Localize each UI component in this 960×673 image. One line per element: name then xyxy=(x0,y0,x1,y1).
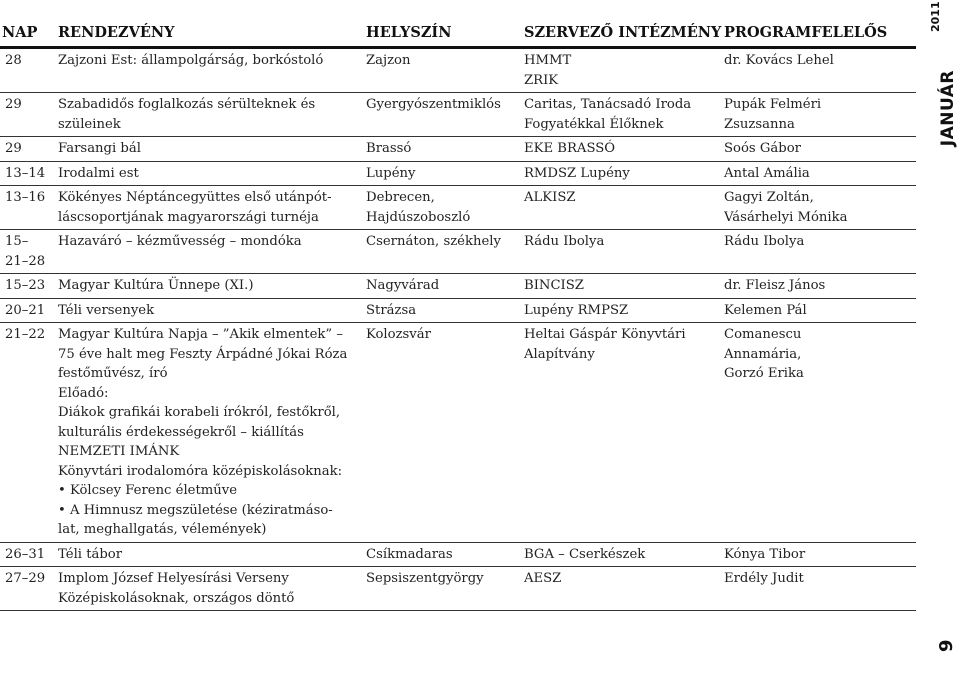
cell-location xyxy=(366,230,524,274)
cell-organizer-line: BINCISZ xyxy=(524,278,584,293)
cell-responsible-line: dr. Kovács Lehel xyxy=(724,53,834,68)
cell-nap xyxy=(0,230,58,274)
cell-responsible-line: Comanescu xyxy=(724,327,802,342)
cell-event-line: Diákok grafikái korabeli írókról, festőkről, xyxy=(58,405,341,420)
table-row xyxy=(0,274,916,299)
cell-event xyxy=(58,186,366,230)
cell-location-line: Csernáton, székhely xyxy=(366,234,501,249)
cell-organizer-line: Alapítvány xyxy=(524,346,595,362)
cell-nap-line: 21–28 xyxy=(5,253,46,269)
cell-location xyxy=(366,161,524,186)
table-row xyxy=(0,137,916,162)
cell-location xyxy=(366,298,524,323)
cell-event-line: Kökényes Néptáncegyüttes első utánpót- xyxy=(58,190,332,205)
page-number: 9 xyxy=(936,639,957,652)
cell-nap-line: 15– xyxy=(5,234,29,249)
cell-organizer xyxy=(524,161,724,186)
cell-location-line: Lupény xyxy=(366,165,416,181)
cell-responsible xyxy=(724,161,916,186)
cell-event-line: Középiskolásoknak, országos döntő xyxy=(58,590,295,606)
cell-nap-line: 20–21 xyxy=(5,302,46,318)
cell-event-line: Szabadidős foglalkozás sérülteknek és xyxy=(58,97,316,112)
cell-location-line: Hajdúszoboszló xyxy=(366,209,471,225)
cell-event-line: Magyar Kultúra Napja – ”Akik elmentek” – xyxy=(58,327,343,342)
table-row xyxy=(0,186,916,230)
cell-event-line: szüleinek xyxy=(58,116,121,132)
cell-responsible xyxy=(724,230,916,274)
cell-responsible-line: Kelemen Pál xyxy=(724,302,807,318)
cell-location xyxy=(366,323,524,543)
cell-responsible-line: Soós Gábor xyxy=(724,141,801,156)
cell-responsible-line: Erdély Judit xyxy=(724,571,804,586)
cell-responsible-line: Kónya Tibor xyxy=(724,546,806,562)
cell-responsible-line: Antal Amália xyxy=(724,165,810,181)
year-label: 2011 xyxy=(929,1,942,32)
cell-responsible xyxy=(724,274,916,299)
cell-event-line: • A Himnusz megszületése (kéziratmáso- xyxy=(58,502,333,518)
cell-location-line: Csíkmadaras xyxy=(366,546,453,562)
cell-responsible-line: Pupák Felméri xyxy=(724,97,822,112)
table-row xyxy=(0,230,916,274)
cell-event-line: Könyvtári irodalomóra középiskolásoknak: xyxy=(58,463,343,479)
cell-organizer xyxy=(524,274,724,299)
cell-nap-line: 21–22 xyxy=(5,327,46,342)
cell-responsible xyxy=(724,567,916,611)
cell-responsible-line: Vásárhelyi Mónika xyxy=(724,209,848,225)
cell-responsible-line: Gorzó Erika xyxy=(724,366,804,381)
table-row xyxy=(0,93,916,137)
cell-location-line: Kolozsvár xyxy=(366,327,431,342)
cell-event xyxy=(58,298,366,323)
cell-responsible xyxy=(724,186,916,230)
cell-nap xyxy=(0,542,58,567)
cell-responsible-line: Zsuzsanna xyxy=(724,116,795,132)
page-sidebar xyxy=(916,0,960,673)
cell-event-line: Téli tábor xyxy=(58,546,123,562)
cell-location-line: Nagyvárad xyxy=(366,278,440,293)
cell-nap xyxy=(0,48,58,93)
cell-nap-line: 26–31 xyxy=(5,546,46,562)
cell-organizer xyxy=(524,230,724,274)
cell-location xyxy=(366,567,524,611)
cell-organizer-line: Fogyatékkal Élőknek xyxy=(524,116,664,132)
cell-location-line: Zajzon xyxy=(366,53,411,68)
cell-event-line: Farsangi bál xyxy=(58,141,141,156)
cell-organizer-line: BGA – Cserkészek xyxy=(524,546,646,562)
cell-location xyxy=(366,186,524,230)
cell-event-line: Hazaváró – kézművesség – mondóka xyxy=(58,234,302,249)
cell-event-line: Implom József Helyesírási Verseny xyxy=(58,571,289,586)
cell-organizer-line: RMDSZ Lupény xyxy=(524,165,630,181)
cell-event-line: Téli versenyek xyxy=(58,302,155,318)
cell-event xyxy=(58,230,366,274)
table-row xyxy=(0,161,916,186)
col-header-felelos: PROGRAMFELELŐS xyxy=(724,0,916,48)
cell-location xyxy=(366,48,524,93)
cell-event-line: láscsoportjának magyarországi turnéja xyxy=(58,209,319,225)
table-row xyxy=(0,542,916,567)
cell-responsible xyxy=(724,93,916,137)
cell-organizer-line: Heltai Gáspár Könyvtári xyxy=(524,327,686,342)
cell-nap-line: 13–16 xyxy=(5,190,46,205)
cell-event-line: 75 éve halt meg Feszty Árpádné Jókai Róza xyxy=(58,346,348,362)
cell-organizer xyxy=(524,567,724,611)
table-header xyxy=(0,0,916,48)
cell-organizer xyxy=(524,323,724,543)
cell-location-line: Brassó xyxy=(366,141,412,156)
cell-nap xyxy=(0,567,58,611)
cell-organizer-line: HMMT xyxy=(524,53,572,68)
cell-event-line: kulturális érdekességekről – kiállítás xyxy=(58,424,304,440)
cell-organizer-line: AESZ xyxy=(524,571,562,586)
cell-organizer-line: EKE BRASSÓ xyxy=(524,141,616,156)
cell-event xyxy=(58,137,366,162)
cell-nap xyxy=(0,93,58,137)
cell-organizer xyxy=(524,48,724,93)
cell-responsible xyxy=(724,48,916,93)
cell-event-line: Irodalmi est xyxy=(58,165,139,181)
cell-nap-line: 27–29 xyxy=(5,571,46,586)
cell-responsible-line: Gagyi Zoltán, xyxy=(724,190,814,205)
cell-nap xyxy=(0,186,58,230)
cell-event-line: festőművész, író xyxy=(58,366,168,381)
col-header-rendezveny: RENDEZVÉNY xyxy=(58,0,366,48)
col-header-helyszin: HELYSZÍN xyxy=(366,0,524,48)
table-body xyxy=(0,48,916,611)
cell-organizer-line: Rádu Ibolya xyxy=(524,234,605,249)
cell-event-line: • Kölcsey Ferenc életműve xyxy=(58,483,238,498)
table-row xyxy=(0,323,916,543)
cell-nap-line: 29 xyxy=(5,97,22,112)
cell-nap-line: 13–14 xyxy=(5,165,46,181)
table-row xyxy=(0,567,916,611)
cell-event xyxy=(58,323,366,543)
cell-event xyxy=(58,161,366,186)
cell-nap-line: 15–23 xyxy=(5,278,46,293)
cell-responsible-line: dr. Fleisz János xyxy=(724,278,826,293)
cell-event-line: Előadó: xyxy=(58,385,109,401)
cell-location-line: Sepsiszentgyörgy xyxy=(366,571,484,586)
cell-organizer xyxy=(524,298,724,323)
cell-nap xyxy=(0,137,58,162)
cell-organizer xyxy=(524,137,724,162)
cell-location-line: Debrecen, xyxy=(366,190,435,205)
cell-responsible xyxy=(724,323,916,543)
cell-responsible xyxy=(724,137,916,162)
col-header-szervezo: SZERVEZŐ INTÉZMÉNY xyxy=(524,0,724,48)
cell-organizer-line: ZRIK xyxy=(524,72,559,88)
table-row xyxy=(0,48,916,93)
cell-organizer xyxy=(524,542,724,567)
table-row xyxy=(0,298,916,323)
cell-nap-line: 29 xyxy=(5,141,22,156)
cell-nap xyxy=(0,323,58,543)
cell-organizer xyxy=(524,186,724,230)
cell-event xyxy=(58,93,366,137)
cell-location-line: Strázsa xyxy=(366,302,417,318)
cell-location-line: Gyergyószentmiklós xyxy=(366,97,501,112)
month-label: JANUÁR xyxy=(938,70,958,147)
cell-event-line: Magyar Kultúra Ünnepe (XI.) xyxy=(58,278,254,293)
cell-responsible-line: Rádu Ibolya xyxy=(724,234,805,249)
cell-responsible-line: Annamária, xyxy=(724,346,802,362)
cell-event-line: lat, meghallgatás, vélemények) xyxy=(58,522,267,537)
cell-organizer-line: Caritas, Tanácsadó Iroda xyxy=(524,97,692,112)
col-header-nap: NAP xyxy=(0,0,58,48)
cell-location xyxy=(366,542,524,567)
cell-event-line: Zajzoni Est: állampolgárság, borkóstoló xyxy=(58,53,324,68)
cell-event xyxy=(58,274,366,299)
cell-event-line: NEMZETI IMÁNK xyxy=(58,444,180,459)
cell-nap xyxy=(0,274,58,299)
cell-event xyxy=(58,567,366,611)
cell-nap xyxy=(0,161,58,186)
cell-nap-line: 28 xyxy=(5,53,22,68)
cell-event xyxy=(58,48,366,93)
cell-organizer-line: Lupény RMPSZ xyxy=(524,302,629,318)
cell-event xyxy=(58,542,366,567)
cell-nap xyxy=(0,298,58,323)
cell-responsible xyxy=(724,298,916,323)
cell-responsible xyxy=(724,542,916,567)
cell-location xyxy=(366,274,524,299)
cell-location xyxy=(366,93,524,137)
cell-organizer-line: ALKISZ xyxy=(524,190,576,205)
cell-organizer xyxy=(524,93,724,137)
cell-location xyxy=(366,137,524,162)
